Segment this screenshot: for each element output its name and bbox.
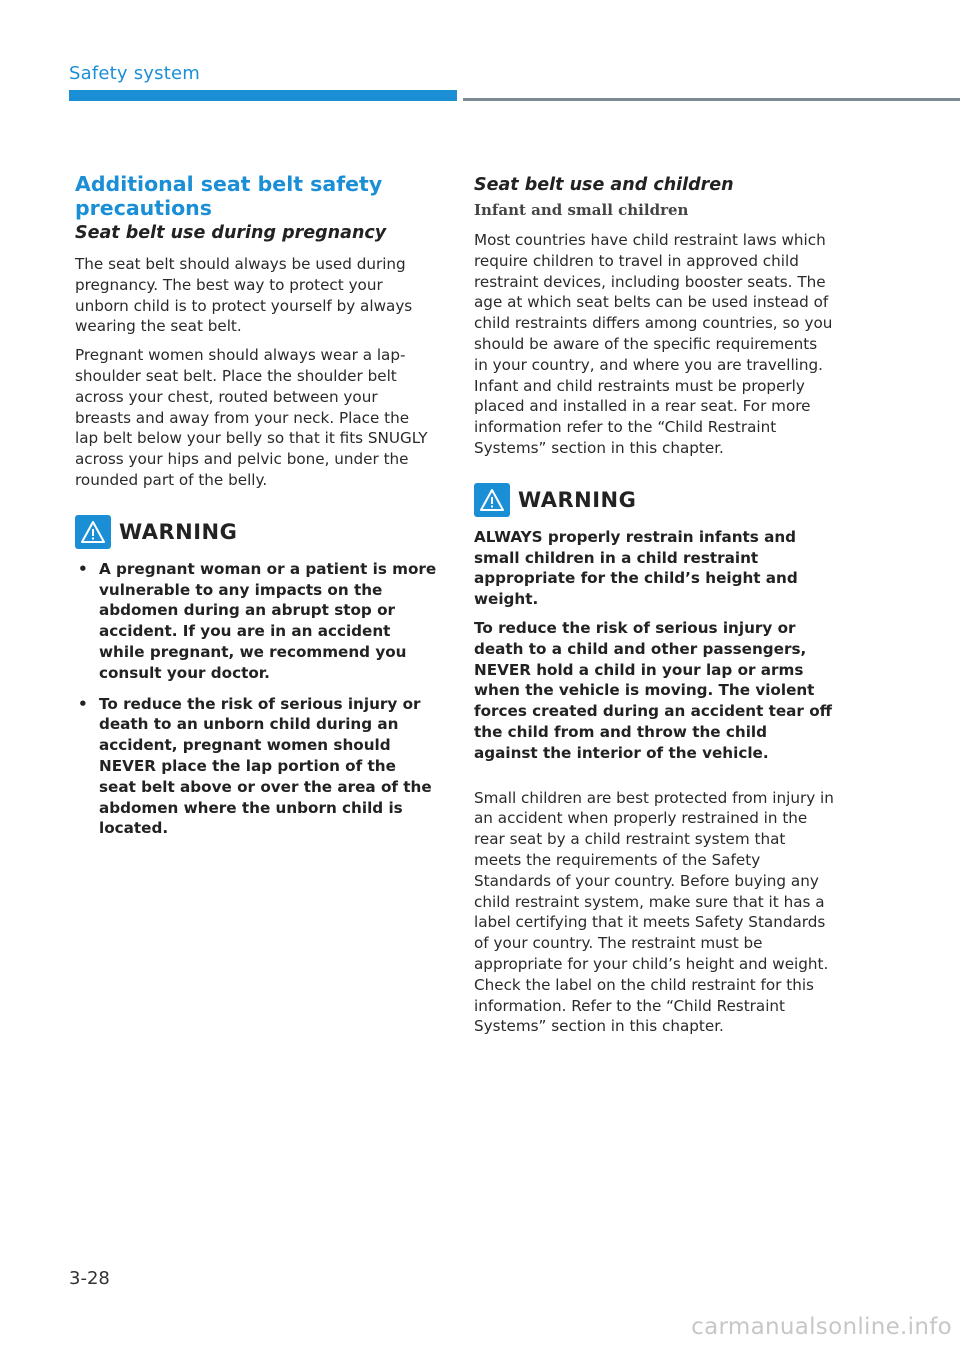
page-number: 3-28 xyxy=(69,1268,110,1289)
section-heading: Seat belt use and children xyxy=(474,175,734,195)
subheading: Infant and small children xyxy=(474,201,689,219)
section-heading: Additional seat belt safety precautions xyxy=(75,172,383,220)
warning-triangle-icon xyxy=(75,515,111,549)
warning-box xyxy=(474,483,834,764)
warning-box xyxy=(75,515,437,839)
warning-triangle-icon xyxy=(474,483,510,517)
warning-header xyxy=(75,515,437,549)
warning-label: WARNING xyxy=(119,519,238,544)
body-paragraph: Small children are best protected from injury in an accident when properly restrained in the rear seat by a child restraint system that meets the requirements of the Safety Standards of your country. Before buying any child restraint system, make sure that it has a label certifying that it meets Safety Standards of your country. The restraint must be appropriate for your child’s height and weight. Check the label on the child restraint for this information. Refer to the “Child Restraint Systems” section in this chapter. xyxy=(474,788,834,1036)
warning-paragraph: ALWAYS properly restrain infants and small children in a child restraint appropriate for the child’s height and weight. xyxy=(474,527,798,609)
header-rule-gray xyxy=(463,98,960,101)
subheading: Seat belt use during pregnancy xyxy=(75,223,387,243)
watermark: carmanualsonline.info xyxy=(691,1314,952,1340)
warning-label: WARNING xyxy=(518,487,637,512)
warning-item xyxy=(75,559,437,684)
header-rule-blue xyxy=(69,90,457,101)
warning-item-text: To reduce the risk of serious injury or death to an unborn child during an accident, pregnant women should NEVER place the lap portion of the seat belt above or over the area of the abdomen where the unborn child is located. xyxy=(99,694,432,838)
left-column xyxy=(75,172,437,849)
body-paragraph: Most countries have child restraint laws which require children to travel in approved child restraint devices, including booster seats. The age at which seat belts can be used instead of child restraints differs among countries, so you should be aware of the specific requirements in your country, and where you are travelling. Infant and child restraints must be properly placed and installed in a rear seat. For more information refer to the “Child Restraint Systems” section in this chapter. xyxy=(474,231,833,457)
warning-header xyxy=(474,483,834,517)
warning-item xyxy=(75,694,437,840)
bullet-icon: • xyxy=(78,559,88,578)
bullet-icon: • xyxy=(78,694,88,713)
warning-paragraph: To reduce the risk of serious injury or death to a child and other passengers, NEVER hold a child in your lap or arms when the vehicle is moving. The violent forces created during an accident tear off the child from and throw the child against the interior of the vehicle. xyxy=(474,618,832,762)
body-paragraph: The seat belt should always be used during pregnancy. The best way to protect your unborn child is to protect yourself by always wearing the seat belt. xyxy=(75,255,413,336)
body-paragraph: Pregnant women should always wear a lap-shoulder seat belt. Place the shoulder belt across your chest, routed between your breasts and away from your neck. Place the lap belt below your belly so that it fits SNUGLY across your hips and pelvic bone, under the rounded part of the belly. xyxy=(75,346,428,489)
section-title: Safety system xyxy=(69,63,200,84)
right-column xyxy=(474,172,834,1045)
warning-list xyxy=(75,559,437,839)
warning-item-text: A pregnant woman or a patient is more vulnerable to any impacts on the abdomen during an abrupt stop or accident. If you are in an accident while pregnant, we recommend you consult your doctor. xyxy=(99,559,437,682)
